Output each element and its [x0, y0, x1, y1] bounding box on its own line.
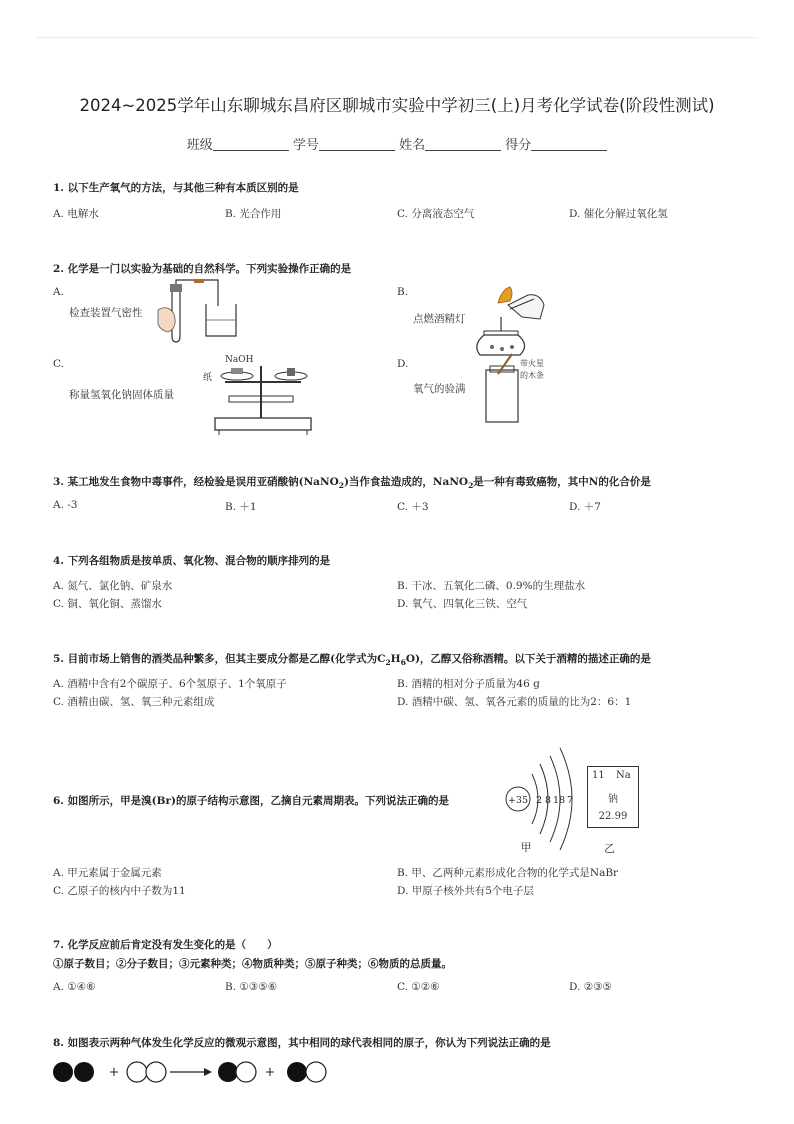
atomic-mass: 22.99	[598, 811, 628, 822]
q7-option-d[interactable]: D. ②③⑤	[569, 981, 612, 993]
class-blank[interactable]	[213, 138, 289, 151]
reaction-microscopic-diagram	[52, 1058, 342, 1088]
q7-option-b[interactable]: B. ①③⑤⑥	[225, 981, 278, 993]
q3-option-d[interactable]: D. ＋7	[569, 501, 601, 513]
q2-option-c-letter[interactable]: C.	[53, 358, 64, 370]
q3-option-a[interactable]: A. -3	[53, 499, 78, 511]
name-label: 姓名	[399, 138, 426, 153]
q2-option-a-caption: 检查装置气密性	[69, 307, 143, 319]
shell-2-electrons: 8	[544, 795, 552, 806]
q7-option-c[interactable]: C. ①②⑥	[397, 981, 440, 993]
q1-option-d[interactable]: D. 催化分解过氧化氢	[569, 208, 668, 220]
q2-option-b-letter[interactable]: B.	[397, 286, 409, 298]
q6-option-c[interactable]: C. 乙原子的核内中子数为11	[53, 885, 186, 897]
element-name: 钠	[608, 794, 618, 805]
q3-option-b[interactable]: B. ＋1	[225, 501, 257, 513]
question-3-stem: 3. 某工地发生食物中毒事件，经检验是误用亚硝酸钠(NaNO$_2$)当作食盐造成的，NaNO$_2$是一种有毒致癌物，其中N的化合价是	[53, 476, 651, 491]
question-7-stem: 7. 化学反应前后肯定没有发生变化的是（ ）	[53, 939, 278, 951]
q6-option-d[interactable]: D. 甲原子核外共有5个电子层	[397, 885, 534, 897]
q6-option-a[interactable]: A. 甲元素属于金属元素	[53, 867, 162, 879]
question-8-stem: 8. 如图表示两种气体发生化学反应的微观示意图，其中相同的球代表相同的原子，你认为下列说法正确的是	[53, 1037, 551, 1049]
shell-1-electrons: 2	[535, 795, 543, 806]
score-blank[interactable]	[531, 138, 607, 151]
paper-label: 纸	[203, 373, 213, 383]
student-id-blank[interactable]	[319, 138, 395, 151]
q1-option-c[interactable]: C. 分离液态空气	[397, 208, 475, 220]
q4-option-b[interactable]: B. 干冰、五氧化二磷、0.9%的生理盐水	[397, 580, 586, 592]
student-id-label: 学号	[292, 138, 319, 153]
splint-label: 带火星	[520, 359, 544, 368]
student-info-row	[0, 134, 794, 153]
balance-scale-figure	[205, 352, 315, 436]
q2-option-a-letter[interactable]: A.	[53, 286, 64, 298]
plus-sign-2: +	[264, 1065, 276, 1080]
element-caption: 乙	[604, 842, 615, 855]
q5-option-b[interactable]: B. 酒精的相对分子质量为46 g	[397, 678, 540, 690]
alcohol-lamp-figure	[470, 283, 550, 358]
q5-option-c[interactable]: C. 酒精由碳、氢、氧三种元素组成	[53, 696, 215, 708]
oxygen-check-figure	[478, 352, 568, 424]
q5-option-a[interactable]: A. 酒精中含有2个碳原子、6个氢原子、1个氧原子	[53, 678, 287, 690]
q4-option-a[interactable]: A. 氮气、氯化钠、矿泉水	[53, 580, 173, 592]
exam-title: 2024~2025学年山东聊城东昌府区聊城市实验中学初三(上)月考化学试卷(阶段性测试)	[79, 96, 715, 115]
atomic-number: 11	[592, 770, 605, 781]
q2-option-b-caption: 点燃酒精灯	[413, 313, 466, 325]
score-label: 得分	[505, 138, 532, 153]
q3-option-c[interactable]: C. ＋3	[397, 501, 429, 513]
naoh-label: NaOH	[225, 355, 254, 365]
bromine-atom-diagram	[500, 744, 586, 854]
question-5-stem: 5. 目前市场上销售的酒类品种繁多，但其主要成分都是乙醇(化学式为$C_2H_6O$)，乙醇又俗称酒精。以下关于酒精的描述正确的是	[53, 653, 651, 668]
airtightness-check-figure	[158, 280, 242, 344]
atom-caption: 甲	[520, 841, 532, 854]
shell-4-electrons: 7	[566, 795, 574, 806]
q2-option-d-caption: 氧气的验满	[413, 383, 466, 395]
nucleus-charge: +35	[507, 795, 529, 806]
question-6-stem: 6. 如图所示，甲是溴(Br)的原子结构示意图，乙摘自元素周期表。下列说法正确的是	[53, 795, 449, 807]
splint-label-2: 的木条	[520, 371, 544, 380]
q7-option-a[interactable]: A. ①④⑥	[53, 981, 96, 993]
question-1-stem: 1. 以下生产氧气的方法，与其他三种有本质区别的是	[53, 182, 299, 194]
shell-3-electrons: 18	[552, 795, 566, 806]
question-7-substatement: ①原子数目；②分子数目；③元素种类；④物质种类；⑤原子种类；⑥物质的总质量。	[53, 958, 452, 970]
q5-option-d[interactable]: D. 酒精中碳、氢、氧各元素的质量的比为2：6：1	[397, 696, 632, 708]
element-symbol: Na	[616, 770, 631, 781]
q1-option-b[interactable]: B. 光合作用	[225, 208, 282, 220]
name-blank[interactable]	[425, 138, 501, 151]
class-label: 班级	[186, 138, 213, 153]
q2-option-c-caption: 称量氢氧化钠固体质量	[69, 389, 174, 401]
periodic-table-cell	[587, 766, 639, 828]
question-4-stem: 4. 下列各组物质是按单质、氧化物、混合物的顺序排列的是	[53, 555, 331, 567]
q6-option-b[interactable]: B. 甲、乙两种元素形成化合物的化学式是NaBr	[397, 867, 619, 879]
q4-option-c[interactable]: C. 铜、氧化铜、蒸馏水	[53, 598, 162, 610]
plus-sign-1: +	[108, 1065, 120, 1080]
question-2-stem: 2. 化学是一门以实验为基础的自然科学。下列实验操作正确的是	[53, 263, 352, 275]
top-divider	[36, 37, 758, 38]
q1-option-a[interactable]: A. 电解水	[53, 208, 99, 220]
q4-option-d[interactable]: D. 氧气、四氧化三铁、空气	[397, 598, 528, 610]
q2-option-d-letter[interactable]: D.	[397, 358, 409, 370]
